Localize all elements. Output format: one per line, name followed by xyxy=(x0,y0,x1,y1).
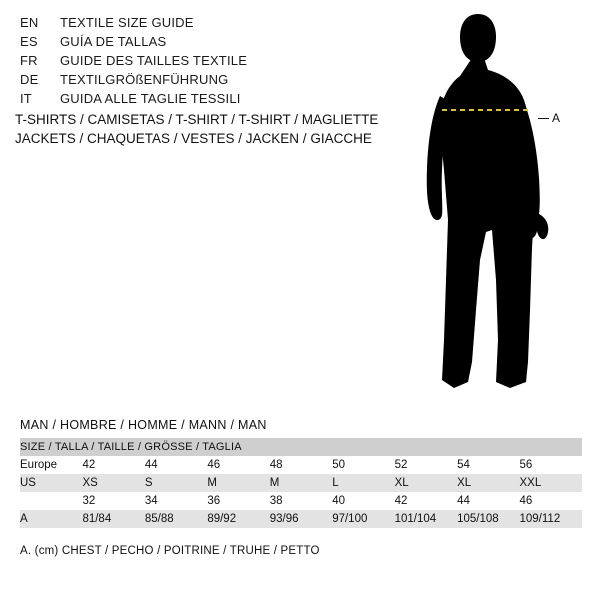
row-label xyxy=(20,492,82,510)
category-tshirts: T-SHIRTS / CAMISETAS / T-SHIRT / T-SHIRT / MAGLIETTE xyxy=(15,112,379,127)
table-cell: 54 xyxy=(457,456,519,474)
table-cell: 48 xyxy=(270,456,332,474)
table-cell: 40 xyxy=(332,492,394,510)
table-cell: 89/92 xyxy=(207,510,269,528)
table-cell: XXL xyxy=(520,474,583,492)
row-label: Europe xyxy=(20,456,82,474)
language-title: TEXTILGRÖßENFÜHRUNG xyxy=(60,72,229,87)
language-code: FR xyxy=(20,53,38,68)
garment-category-list xyxy=(15,110,415,148)
table-header-row xyxy=(20,438,582,456)
table-cell: 42 xyxy=(395,492,457,510)
table-row xyxy=(20,510,582,528)
table-cell: 81/84 xyxy=(82,510,144,528)
table-cell: 46 xyxy=(207,456,269,474)
table-cell: S xyxy=(145,474,207,492)
language-row xyxy=(20,53,380,72)
table-cell: 105/108 xyxy=(457,510,519,528)
table-cell: XS xyxy=(82,474,144,492)
table-row xyxy=(20,474,582,492)
table-cell: 46 xyxy=(520,492,583,510)
table-title-man: MAN / HOMBRE / HOMME / MANN / MAN xyxy=(20,418,267,432)
table-cell: M xyxy=(270,474,332,492)
table-cell: 32 xyxy=(82,492,144,510)
table-cell: 44 xyxy=(457,492,519,510)
language-row xyxy=(20,91,380,110)
table-cell: 109/112 xyxy=(520,510,583,528)
table-cell: 36 xyxy=(207,492,269,510)
measure-leader-line xyxy=(538,118,549,119)
language-title: GUÍA DE TALLAS xyxy=(60,34,167,49)
category-jackets: JACKETS / CHAQUETAS / VESTES / JACKEN / GIACCHE xyxy=(15,131,372,146)
language-code: ES xyxy=(20,34,38,49)
language-title: GUIDE DES TAILLES TEXTILE xyxy=(60,53,248,68)
language-row xyxy=(20,15,380,34)
table-cell: 97/100 xyxy=(332,510,394,528)
language-code: IT xyxy=(20,91,32,106)
language-row xyxy=(20,34,380,53)
table-cell: XL xyxy=(395,474,457,492)
size-table xyxy=(20,438,582,528)
table-cell: 50 xyxy=(332,456,394,474)
measure-label-a: A xyxy=(552,111,561,125)
table-cell: 93/96 xyxy=(270,510,332,528)
size-table-section xyxy=(20,418,582,528)
table-cell: 85/88 xyxy=(145,510,207,528)
language-title: TEXTILE SIZE GUIDE xyxy=(60,15,194,30)
language-code: DE xyxy=(20,72,39,87)
table-row xyxy=(20,456,582,474)
row-label: A xyxy=(20,510,82,528)
table-cell: M xyxy=(207,474,269,492)
table-cell: 52 xyxy=(395,456,457,474)
table-cell: XL xyxy=(457,474,519,492)
table-cell: 42 xyxy=(82,456,144,474)
language-row xyxy=(20,72,380,91)
table-row xyxy=(20,492,582,510)
table-cell: L xyxy=(332,474,394,492)
male-silhouette-figure xyxy=(400,10,600,400)
language-code: EN xyxy=(20,15,39,30)
table-cell: 101/104 xyxy=(395,510,457,528)
table-cell: 34 xyxy=(145,492,207,510)
silhouette-icon xyxy=(400,10,600,400)
table-footnote: A. (cm) CHEST / PECHO / POITRINE / TRUHE / PETTO xyxy=(20,545,320,557)
table-cell: 44 xyxy=(145,456,207,474)
table-cell: 56 xyxy=(520,456,583,474)
row-label: US xyxy=(20,474,82,492)
language-title: GUIDA ALLE TAGLIE TESSILI xyxy=(60,91,241,106)
table-header-label: SIZE / TALLA / TAILLE / GRÖSSE / TAGLIA xyxy=(20,438,582,456)
language-title-list xyxy=(20,15,380,110)
table-cell: 38 xyxy=(270,492,332,510)
